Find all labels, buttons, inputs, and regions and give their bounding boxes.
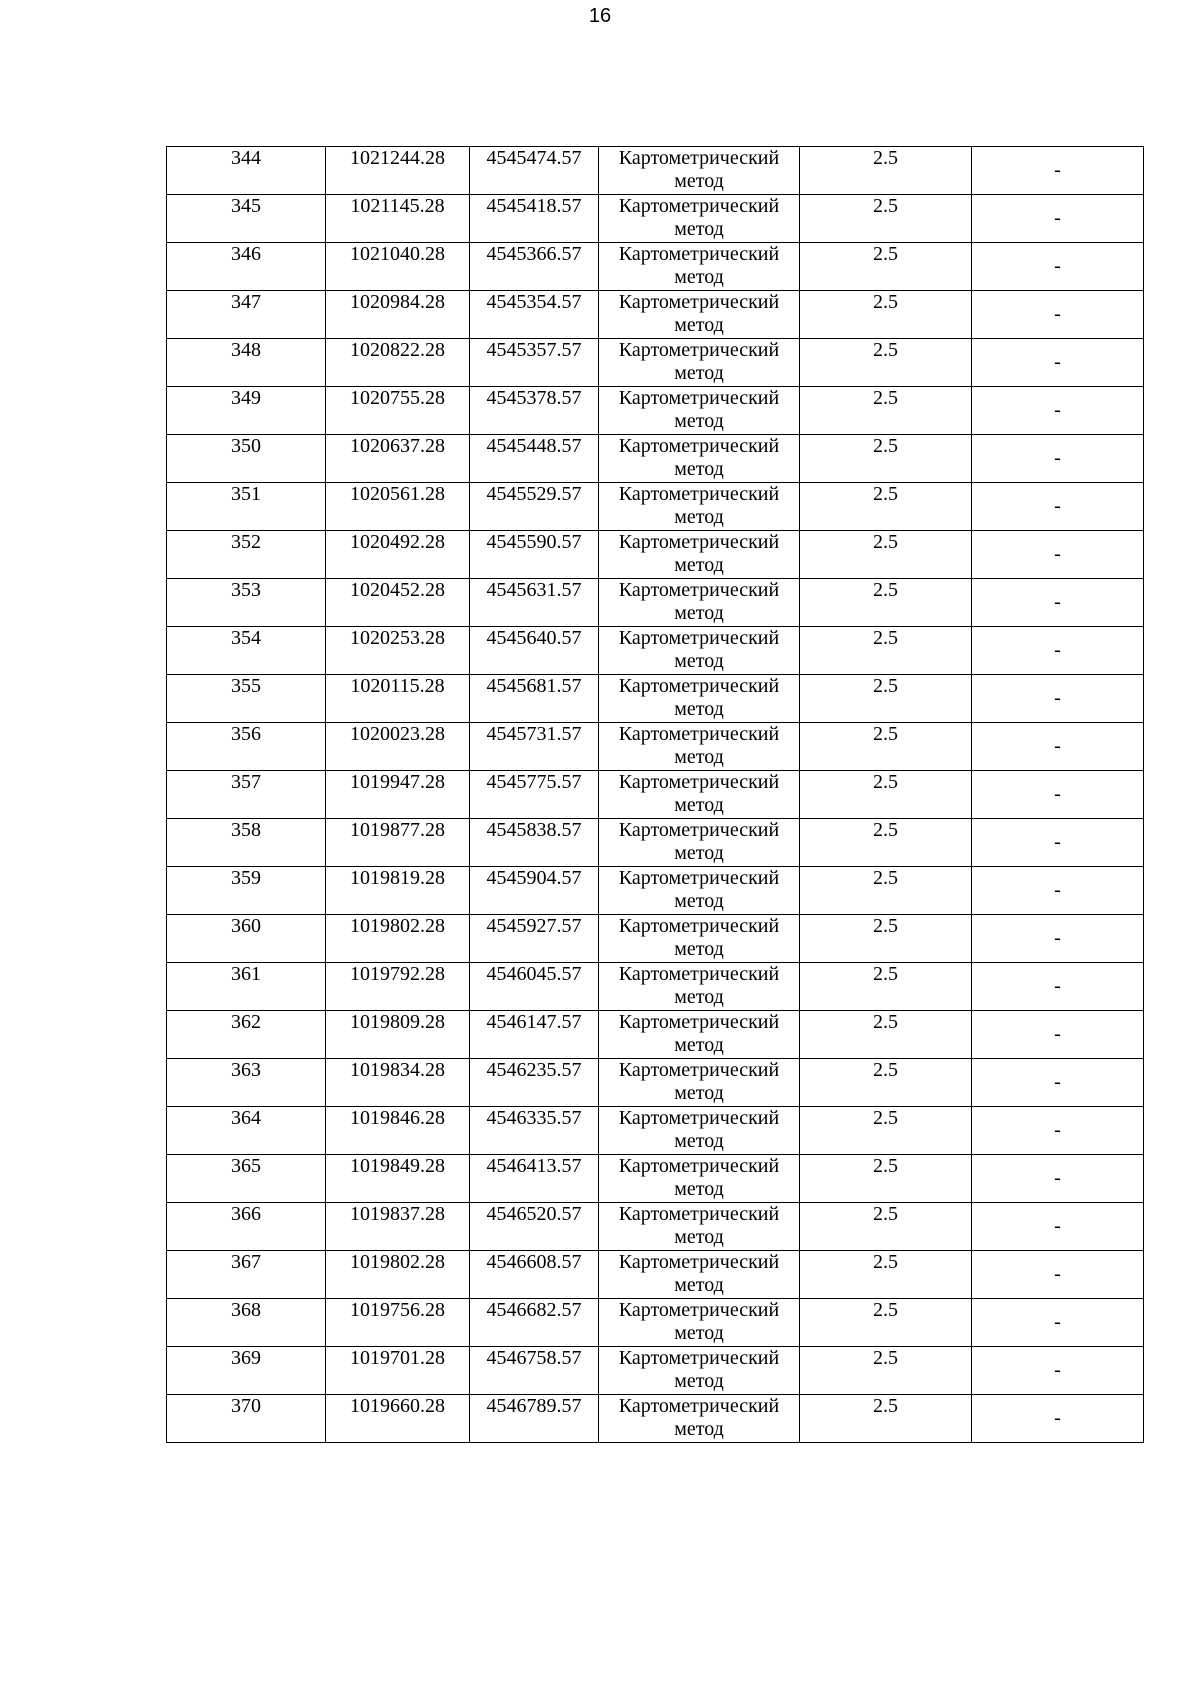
- method-line-1: Картометрический: [618, 867, 780, 889]
- note-cell: -: [972, 147, 1144, 195]
- accuracy-cell: 2.5: [800, 339, 972, 387]
- y-coordinate-cell: 4545590.57: [470, 531, 599, 579]
- y-coordinate-cell: 4545366.57: [470, 243, 599, 291]
- method-line-2: метод: [674, 506, 724, 528]
- table-row: [167, 1059, 1144, 1107]
- method-cell: [599, 579, 800, 627]
- table-row: [167, 1299, 1144, 1347]
- method-line-2: метод: [674, 458, 724, 480]
- method-cell: [599, 339, 800, 387]
- x-coordinate-cell: 1019846.28: [326, 1107, 470, 1155]
- table-row: [167, 195, 1144, 243]
- point-number-cell: 358: [167, 819, 326, 867]
- y-coordinate-cell: 4545448.57: [470, 435, 599, 483]
- point-number-cell: 354: [167, 627, 326, 675]
- y-coordinate-cell: 4546413.57: [470, 1155, 599, 1203]
- method-line-2: метод: [674, 410, 724, 432]
- note-cell: -: [972, 1203, 1144, 1251]
- x-coordinate-cell: 1019947.28: [326, 771, 470, 819]
- note-cell: -: [972, 627, 1144, 675]
- accuracy-cell: 2.5: [800, 627, 972, 675]
- y-coordinate-cell: 4545378.57: [470, 387, 599, 435]
- note-cell: -: [972, 435, 1144, 483]
- method-line-1: Картометрический: [618, 339, 780, 361]
- method-cell: [599, 1107, 800, 1155]
- note-cell: -: [972, 1395, 1144, 1443]
- table-row: [167, 771, 1144, 819]
- note-cell: -: [972, 723, 1144, 771]
- method-cell: [599, 195, 800, 243]
- y-coordinate-cell: 4545474.57: [470, 147, 599, 195]
- accuracy-cell: 2.5: [800, 819, 972, 867]
- method-line-2: метод: [674, 1226, 724, 1248]
- coordinates-table: [166, 146, 1144, 1443]
- note-cell: -: [972, 867, 1144, 915]
- note-cell: -: [972, 963, 1144, 1011]
- note-cell: -: [972, 483, 1144, 531]
- method-cell: [599, 915, 800, 963]
- y-coordinate-cell: 4546789.57: [470, 1395, 599, 1443]
- y-coordinate-cell: 4545354.57: [470, 291, 599, 339]
- method-cell: [599, 243, 800, 291]
- table-row: [167, 483, 1144, 531]
- x-coordinate-cell: 1019802.28: [326, 915, 470, 963]
- accuracy-cell: 2.5: [800, 771, 972, 819]
- method-cell: [599, 483, 800, 531]
- method-line-2: метод: [674, 698, 724, 720]
- method-cell: [599, 435, 800, 483]
- accuracy-cell: 2.5: [800, 579, 972, 627]
- method-cell: [599, 1347, 800, 1395]
- x-coordinate-cell: 1021244.28: [326, 147, 470, 195]
- accuracy-cell: 2.5: [800, 1395, 972, 1443]
- method-line-2: метод: [674, 362, 724, 384]
- x-coordinate-cell: 1019819.28: [326, 867, 470, 915]
- point-number-cell: 359: [167, 867, 326, 915]
- table-row: [167, 627, 1144, 675]
- method-cell: [599, 1299, 800, 1347]
- x-coordinate-cell: 1019792.28: [326, 963, 470, 1011]
- accuracy-cell: 2.5: [800, 1107, 972, 1155]
- x-coordinate-cell: 1020115.28: [326, 675, 470, 723]
- point-number-cell: 368: [167, 1299, 326, 1347]
- method-line-2: метод: [674, 1034, 724, 1056]
- note-cell: -: [972, 819, 1144, 867]
- method-line-1: Картометрический: [618, 1347, 780, 1369]
- x-coordinate-cell: 1020755.28: [326, 387, 470, 435]
- table-row: [167, 291, 1144, 339]
- method-cell: [599, 771, 800, 819]
- method-line-1: Картометрический: [618, 1299, 780, 1321]
- accuracy-cell: 2.5: [800, 1203, 972, 1251]
- method-line-1: Картометрический: [618, 387, 780, 409]
- method-line-1: Картометрический: [618, 915, 780, 937]
- method-line-1: Картометрический: [618, 723, 780, 745]
- method-line-2: метод: [674, 650, 724, 672]
- method-line-1: Картометрический: [618, 579, 780, 601]
- note-cell: -: [972, 675, 1144, 723]
- method-line-1: Картометрический: [618, 435, 780, 457]
- accuracy-cell: 2.5: [800, 1059, 972, 1107]
- accuracy-cell: 2.5: [800, 1251, 972, 1299]
- accuracy-cell: 2.5: [800, 291, 972, 339]
- x-coordinate-cell: 1021145.28: [326, 195, 470, 243]
- x-coordinate-cell: 1020984.28: [326, 291, 470, 339]
- method-line-1: Картометрический: [618, 147, 780, 169]
- point-number-cell: 367: [167, 1251, 326, 1299]
- table-row: [167, 1155, 1144, 1203]
- note-cell: -: [972, 1155, 1144, 1203]
- table-row: [167, 1395, 1144, 1443]
- point-number-cell: 356: [167, 723, 326, 771]
- y-coordinate-cell: 4545357.57: [470, 339, 599, 387]
- note-cell: -: [972, 1299, 1144, 1347]
- y-coordinate-cell: 4545731.57: [470, 723, 599, 771]
- accuracy-cell: 2.5: [800, 723, 972, 771]
- method-line-2: метод: [674, 746, 724, 768]
- note-cell: -: [972, 771, 1144, 819]
- note-cell: -: [972, 243, 1144, 291]
- method-line-2: метод: [674, 986, 724, 1008]
- y-coordinate-cell: 4546608.57: [470, 1251, 599, 1299]
- accuracy-cell: 2.5: [800, 387, 972, 435]
- method-line-1: Картометрический: [618, 1395, 780, 1417]
- table-row: [167, 1251, 1144, 1299]
- table-row: [167, 963, 1144, 1011]
- point-number-cell: 347: [167, 291, 326, 339]
- accuracy-cell: 2.5: [800, 963, 972, 1011]
- method-line-2: метод: [674, 1322, 724, 1344]
- x-coordinate-cell: 1019877.28: [326, 819, 470, 867]
- accuracy-cell: 2.5: [800, 195, 972, 243]
- point-number-cell: 345: [167, 195, 326, 243]
- x-coordinate-cell: 1021040.28: [326, 243, 470, 291]
- accuracy-cell: 2.5: [800, 867, 972, 915]
- x-coordinate-cell: 1020561.28: [326, 483, 470, 531]
- note-cell: -: [972, 915, 1144, 963]
- x-coordinate-cell: 1019809.28: [326, 1011, 470, 1059]
- table-row: [167, 1203, 1144, 1251]
- method-line-2: метод: [674, 1418, 724, 1440]
- accuracy-cell: 2.5: [800, 1347, 972, 1395]
- table-row: [167, 723, 1144, 771]
- y-coordinate-cell: 4545681.57: [470, 675, 599, 723]
- method-cell: [599, 1155, 800, 1203]
- method-line-2: метод: [674, 602, 724, 624]
- accuracy-cell: 2.5: [800, 1155, 972, 1203]
- method-line-2: метод: [674, 314, 724, 336]
- point-number-cell: 349: [167, 387, 326, 435]
- accuracy-cell: 2.5: [800, 531, 972, 579]
- method-line-2: метод: [674, 1274, 724, 1296]
- method-cell: [599, 723, 800, 771]
- y-coordinate-cell: 4546147.57: [470, 1011, 599, 1059]
- note-cell: -: [972, 339, 1144, 387]
- page-number: 16: [588, 5, 612, 27]
- x-coordinate-cell: 1020492.28: [326, 531, 470, 579]
- method-line-2: метод: [674, 218, 724, 240]
- accuracy-cell: 2.5: [800, 675, 972, 723]
- y-coordinate-cell: 4546235.57: [470, 1059, 599, 1107]
- y-coordinate-cell: 4545838.57: [470, 819, 599, 867]
- x-coordinate-cell: 1020822.28: [326, 339, 470, 387]
- y-coordinate-cell: 4545904.57: [470, 867, 599, 915]
- method-line-2: метод: [674, 1370, 724, 1392]
- point-number-cell: 370: [167, 1395, 326, 1443]
- x-coordinate-cell: 1019701.28: [326, 1347, 470, 1395]
- method-line-2: метод: [674, 1178, 724, 1200]
- method-cell: [599, 147, 800, 195]
- method-cell: [599, 531, 800, 579]
- accuracy-cell: 2.5: [800, 435, 972, 483]
- note-cell: -: [972, 1347, 1144, 1395]
- method-line-1: Картометрический: [618, 819, 780, 841]
- point-number-cell: 346: [167, 243, 326, 291]
- method-cell: [599, 675, 800, 723]
- x-coordinate-cell: 1019837.28: [326, 1203, 470, 1251]
- method-line-2: метод: [674, 170, 724, 192]
- method-cell: [599, 1203, 800, 1251]
- note-cell: -: [972, 1251, 1144, 1299]
- method-line-1: Картометрический: [618, 627, 780, 649]
- y-coordinate-cell: 4546045.57: [470, 963, 599, 1011]
- x-coordinate-cell: 1019849.28: [326, 1155, 470, 1203]
- table-row: [167, 675, 1144, 723]
- method-line-1: Картометрический: [618, 1107, 780, 1129]
- y-coordinate-cell: 4545640.57: [470, 627, 599, 675]
- method-line-1: Картометрический: [618, 1155, 780, 1177]
- point-number-cell: 353: [167, 579, 326, 627]
- method-line-1: Картометрический: [618, 291, 780, 313]
- x-coordinate-cell: 1019756.28: [326, 1299, 470, 1347]
- method-line-2: метод: [674, 938, 724, 960]
- method-line-2: метод: [674, 554, 724, 576]
- method-cell: [599, 387, 800, 435]
- note-cell: -: [972, 1107, 1144, 1155]
- table-row: [167, 435, 1144, 483]
- point-number-cell: 357: [167, 771, 326, 819]
- method-cell: [599, 291, 800, 339]
- y-coordinate-cell: 4546682.57: [470, 1299, 599, 1347]
- y-coordinate-cell: 4546758.57: [470, 1347, 599, 1395]
- point-number-cell: 348: [167, 339, 326, 387]
- x-coordinate-cell: 1020023.28: [326, 723, 470, 771]
- point-number-cell: 344: [167, 147, 326, 195]
- method-line-1: Картометрический: [618, 963, 780, 985]
- method-line-2: метод: [674, 266, 724, 288]
- method-line-1: Картометрический: [618, 243, 780, 265]
- table-row: [167, 531, 1144, 579]
- note-cell: -: [972, 387, 1144, 435]
- y-coordinate-cell: 4546520.57: [470, 1203, 599, 1251]
- method-line-1: Картометрический: [618, 195, 780, 217]
- x-coordinate-cell: 1020452.28: [326, 579, 470, 627]
- x-coordinate-cell: 1019834.28: [326, 1059, 470, 1107]
- x-coordinate-cell: 1019660.28: [326, 1395, 470, 1443]
- accuracy-cell: 2.5: [800, 483, 972, 531]
- method-line-1: Картометрический: [618, 1059, 780, 1081]
- x-coordinate-cell: 1020637.28: [326, 435, 470, 483]
- method-line-1: Картометрический: [618, 675, 780, 697]
- method-cell: [599, 963, 800, 1011]
- note-cell: -: [972, 531, 1144, 579]
- point-number-cell: 369: [167, 1347, 326, 1395]
- method-cell: [599, 1251, 800, 1299]
- point-number-cell: 365: [167, 1155, 326, 1203]
- table-row: [167, 1107, 1144, 1155]
- table-row: [167, 339, 1144, 387]
- accuracy-cell: 2.5: [800, 243, 972, 291]
- accuracy-cell: 2.5: [800, 1299, 972, 1347]
- note-cell: -: [972, 195, 1144, 243]
- method-cell: [599, 1059, 800, 1107]
- y-coordinate-cell: 4545418.57: [470, 195, 599, 243]
- point-number-cell: 363: [167, 1059, 326, 1107]
- table-row: [167, 243, 1144, 291]
- y-coordinate-cell: 4545529.57: [470, 483, 599, 531]
- method-cell: [599, 1395, 800, 1443]
- point-number-cell: 352: [167, 531, 326, 579]
- note-cell: -: [972, 579, 1144, 627]
- method-line-1: Картометрический: [618, 771, 780, 793]
- method-cell: [599, 1011, 800, 1059]
- point-number-cell: 355: [167, 675, 326, 723]
- point-number-cell: 364: [167, 1107, 326, 1155]
- table-row: [167, 867, 1144, 915]
- method-cell: [599, 819, 800, 867]
- method-line-1: Картометрический: [618, 1251, 780, 1273]
- method-line-1: Картометрический: [618, 1011, 780, 1033]
- y-coordinate-cell: 4545775.57: [470, 771, 599, 819]
- method-line-1: Картометрический: [618, 483, 780, 505]
- table-row: [167, 1347, 1144, 1395]
- note-cell: -: [972, 1011, 1144, 1059]
- method-line-2: метод: [674, 1082, 724, 1104]
- x-coordinate-cell: 1019802.28: [326, 1251, 470, 1299]
- point-number-cell: 350: [167, 435, 326, 483]
- method-cell: [599, 867, 800, 915]
- y-coordinate-cell: 4545631.57: [470, 579, 599, 627]
- accuracy-cell: 2.5: [800, 147, 972, 195]
- point-number-cell: 366: [167, 1203, 326, 1251]
- y-coordinate-cell: 4546335.57: [470, 1107, 599, 1155]
- point-number-cell: 351: [167, 483, 326, 531]
- note-cell: -: [972, 1059, 1144, 1107]
- table-row: [167, 1011, 1144, 1059]
- method-line-1: Картометрический: [618, 1203, 780, 1225]
- point-number-cell: 362: [167, 1011, 326, 1059]
- point-number-cell: 360: [167, 915, 326, 963]
- method-line-2: метод: [674, 842, 724, 864]
- table-row: [167, 147, 1144, 195]
- point-number-cell: 361: [167, 963, 326, 1011]
- method-line-2: метод: [674, 890, 724, 912]
- method-line-2: метод: [674, 1130, 724, 1152]
- table-row: [167, 819, 1144, 867]
- note-cell: -: [972, 291, 1144, 339]
- table-row: [167, 387, 1144, 435]
- accuracy-cell: 2.5: [800, 1011, 972, 1059]
- coordinates-table-body: [167, 147, 1144, 1443]
- method-line-2: метод: [674, 794, 724, 816]
- y-coordinate-cell: 4545927.57: [470, 915, 599, 963]
- method-line-1: Картометрический: [618, 531, 780, 553]
- method-cell: [599, 627, 800, 675]
- x-coordinate-cell: 1020253.28: [326, 627, 470, 675]
- accuracy-cell: 2.5: [800, 915, 972, 963]
- table-row: [167, 579, 1144, 627]
- table-row: [167, 915, 1144, 963]
